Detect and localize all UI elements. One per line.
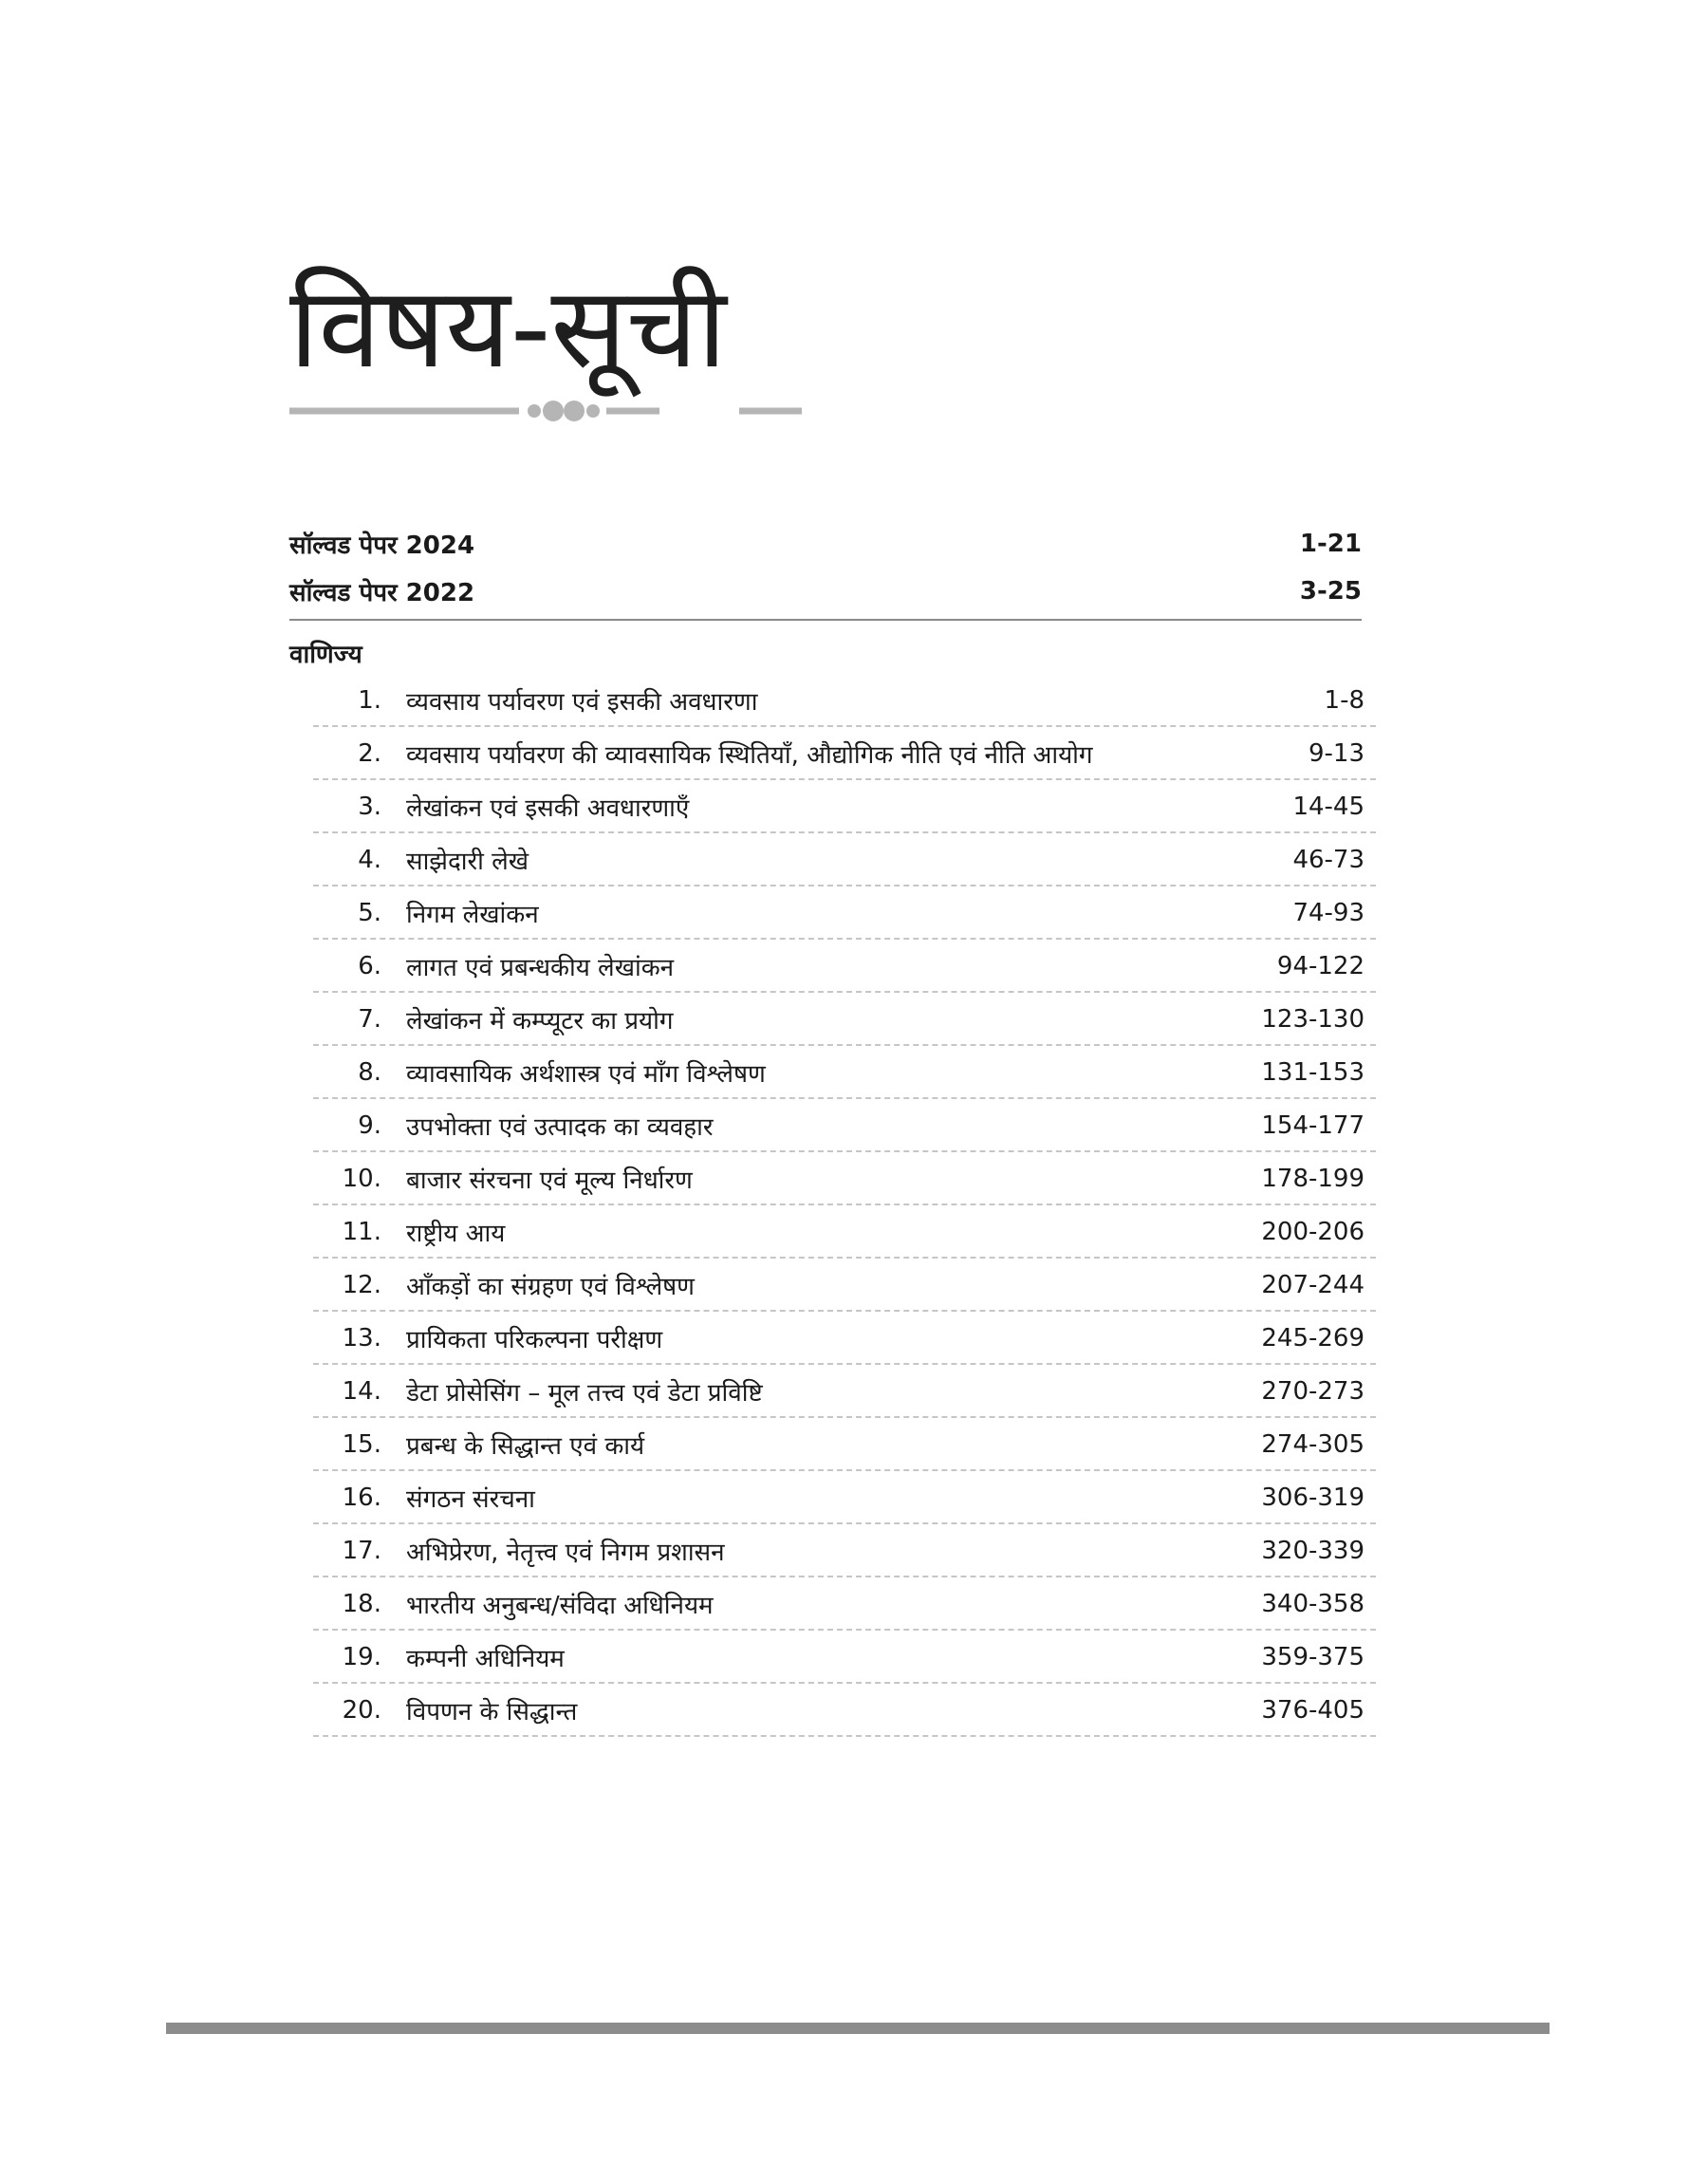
chapter-row[interactable] — [313, 1418, 1376, 1471]
chapter-number: 14. — [342, 1377, 381, 1406]
chapter-pages: 9-13 — [1308, 739, 1365, 768]
chapter-number: 17. — [342, 1537, 381, 1565]
chapter-title: व्यवसाय पर्यावरण एवं इसकी अवधारणा — [406, 688, 758, 717]
chapter-number: 3. — [358, 793, 381, 821]
title-ornament — [289, 397, 802, 425]
chapter-title: उपभोक्ता एवं उत्पादक का व्यवहार — [406, 1113, 714, 1142]
chapter-pages: 270-273 — [1261, 1377, 1365, 1406]
chapter-title: राष्ट्रीय आय — [406, 1220, 506, 1248]
chapter-pages: 359-375 — [1261, 1643, 1365, 1671]
chapter-pages: 200-206 — [1261, 1218, 1365, 1246]
solved-paper-row[interactable] — [289, 520, 1362, 568]
chapter-row[interactable] — [313, 993, 1376, 1046]
chapter-row[interactable] — [313, 727, 1376, 780]
chapter-pages: 207-244 — [1261, 1271, 1365, 1299]
divider — [289, 619, 1362, 621]
chapter-number: 2. — [358, 739, 381, 768]
chapter-title: डेटा प्रोसेसिंग – मूल तत्त्व एवं डेटा प्रविष्टि — [406, 1379, 763, 1408]
chapter-pages: 74-93 — [1292, 899, 1365, 927]
footer-bar — [166, 2023, 1550, 2034]
chapter-number: 15. — [342, 1430, 381, 1459]
chapter-number: 13. — [342, 1324, 381, 1353]
chapter-pages: 154-177 — [1261, 1111, 1365, 1140]
chapter-number: 20. — [342, 1696, 381, 1725]
chapter-row[interactable] — [313, 1577, 1376, 1631]
chapter-title: लेखांकन में कम्प्यूटर का प्रयोग — [406, 1007, 674, 1036]
chapter-list — [313, 674, 1376, 1737]
solved-paper-label: सॉल्वड पेपर 2024 — [289, 532, 475, 560]
chapter-row[interactable] — [313, 1152, 1376, 1205]
chapter-title: आँकड़ों का संग्रहण एवं विश्लेषण — [406, 1273, 695, 1301]
section-heading: वाणिज्य — [289, 641, 362, 669]
chapter-number: 7. — [358, 1005, 381, 1034]
chapter-number: 1. — [358, 686, 381, 715]
chapter-number: 19. — [342, 1643, 381, 1671]
solved-paper-label: सॉल्वड पेपर 2022 — [289, 579, 475, 607]
chapter-number: 9. — [358, 1111, 381, 1140]
chapter-pages: 274-305 — [1261, 1430, 1365, 1459]
chapter-number: 11. — [342, 1218, 381, 1246]
chapter-row[interactable] — [313, 1312, 1376, 1365]
chapter-title: व्यावसायिक अर्थशास्त्र एवं माँग विश्लेषण — [406, 1060, 766, 1089]
chapter-number: 8. — [358, 1058, 381, 1087]
chapter-pages: 245-269 — [1261, 1324, 1365, 1353]
chapter-title: संगठन संरचना — [406, 1485, 535, 1514]
chapter-pages: 123-130 — [1261, 1005, 1365, 1034]
chapter-row[interactable] — [313, 1471, 1376, 1524]
chapter-row[interactable] — [313, 1684, 1376, 1737]
chapter-pages: 376-405 — [1261, 1696, 1365, 1725]
chapter-title: प्रबन्ध के सिद्धान्त एवं कार्य — [406, 1432, 645, 1461]
solved-paper-row[interactable] — [289, 568, 1362, 615]
chapter-title: निगम लेखांकन — [406, 901, 539, 929]
solved-paper-pages: 3-25 — [1299, 577, 1362, 606]
chapter-number: 10. — [342, 1165, 381, 1193]
chapter-pages: 340-358 — [1261, 1590, 1365, 1618]
chapter-row[interactable] — [313, 1259, 1376, 1312]
page-title: विषय-सूची — [289, 262, 727, 393]
chapter-number: 4. — [358, 846, 381, 874]
chapter-number: 18. — [342, 1590, 381, 1618]
chapter-row[interactable] — [313, 780, 1376, 833]
chapter-pages: 306-319 — [1261, 1483, 1365, 1512]
chapter-row[interactable] — [313, 1099, 1376, 1152]
chapter-title: प्रायिकता परिकल्पना परीक्षण — [406, 1326, 663, 1354]
chapter-title: अभिप्रेरण, नेतृत्त्व एवं निगम प्रशासन — [406, 1539, 725, 1567]
chapter-title: लागत एवं प्रबन्धकीय लेखांकन — [406, 954, 675, 982]
chapter-pages: 1-8 — [1324, 686, 1365, 715]
chapter-row[interactable] — [313, 940, 1376, 993]
chapter-number: 16. — [342, 1483, 381, 1512]
solved-papers-list — [289, 520, 1362, 615]
chapter-row[interactable] — [313, 886, 1376, 940]
chapter-row[interactable] — [313, 833, 1376, 886]
chapter-pages: 94-122 — [1276, 952, 1365, 980]
chapter-row[interactable] — [313, 1046, 1376, 1099]
chapter-row[interactable] — [313, 1631, 1376, 1684]
chapter-title: कम्पनी अधिनियम — [406, 1645, 565, 1673]
chapter-title: बाजार संरचना एवं मूल्य निर्धारण — [406, 1166, 693, 1195]
chapter-pages: 14-45 — [1292, 793, 1365, 821]
chapter-pages: 46-73 — [1292, 846, 1365, 874]
chapter-title: विपणन के सिद्धान्त — [406, 1698, 578, 1726]
chapter-row[interactable] — [313, 674, 1376, 727]
chapter-title: भारतीय अनुबन्ध/संविदा अधिनियम — [406, 1592, 714, 1620]
chapter-pages: 131-153 — [1261, 1058, 1365, 1087]
chapter-title: लेखांकन एवं इसकी अवधारणाएँ — [406, 794, 690, 823]
chapter-number: 6. — [358, 952, 381, 980]
chapter-row[interactable] — [313, 1365, 1376, 1418]
solved-paper-pages: 1-21 — [1299, 530, 1362, 558]
chapter-row[interactable] — [313, 1205, 1376, 1259]
chapter-title: व्यवसाय पर्यावरण की व्यावसायिक स्थितियाँ, औद्योगिक नीति एवं नीति आयोग — [406, 741, 1093, 770]
chapter-number: 12. — [342, 1271, 381, 1299]
chapter-row[interactable] — [313, 1524, 1376, 1577]
chapter-pages: 320-339 — [1261, 1537, 1365, 1565]
chapter-number: 5. — [358, 899, 381, 927]
chapter-pages: 178-199 — [1261, 1165, 1365, 1193]
chapter-title: साझेदारी लेखे — [406, 848, 529, 876]
